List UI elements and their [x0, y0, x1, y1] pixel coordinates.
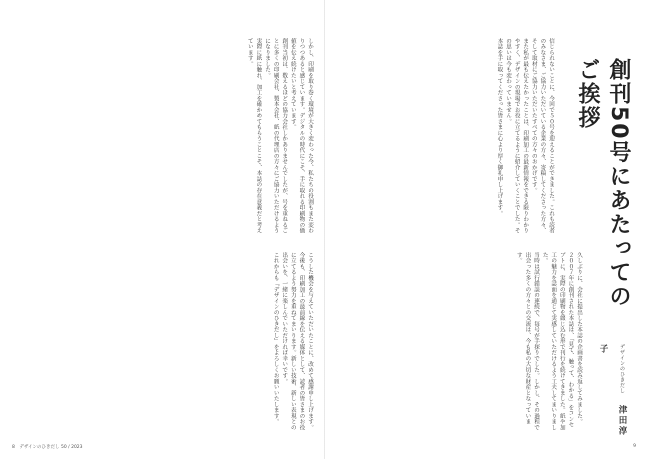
- author-role: デザインのひきだし: [619, 344, 625, 394]
- paragraph: しかし、印刷を取り巻く環境が大きく変わった今、私たちの役割もまた変わりつつあると感じています。デジタルの時代にこそ、手に取れる印刷物の価値を伝え続けたいと考えています。: [289, 38, 313, 234]
- page-number-right: 9: [633, 444, 636, 449]
- paragraph: 信じられないことに、今回で５０号を迎えることができました。これも読者のみなさま、ご協力いただいている企業の方々、寄稿してくださった方々、そして取材にご協力いただいたすべての方々のおかげです。: [530, 38, 554, 234]
- paragraph: また私が最も伝えたかったことは、印刷加工の最新情報をできる限りわかりやすく、デザインの現場でお役に立てるように紹介していくことでした。その思いは今も変わっていません。: [505, 38, 529, 234]
- paragraph: 当時は試行錯誤の連続で、毎号が手探りでした。しかし、その過程で出会った多くの方々との交流は、今も私の大切な財産となっています。: [515, 252, 540, 431]
- left-page-bottom-column: [18, 252, 314, 432]
- right-page-top-column: [337, 38, 555, 234]
- byline: [594, 344, 632, 444]
- paragraph: こうした機会を与えていただいたことに、改めて感謝申し上げます。: [307, 252, 313, 431]
- left-page-top-column: [18, 38, 314, 234]
- paragraph: 今後も、印刷加工の最前線を伝える媒体として、読者の皆さまのお役に立てるよう努力を重ねてまいります。新しい技術、新しい表現との出会いを、一緒に楽しんでいただければ幸いです。: [281, 252, 305, 431]
- paragraph: 実際に紙に触れ、加工を確かめてもらうことこそ、本誌の存在意義だと考えています。: [246, 38, 262, 234]
- page-number-left: 8 デザインのひきだし 50 / 2023: [12, 445, 83, 450]
- author-name: 津田淳子: [598, 344, 627, 437]
- article-title: 創刊50号にあたってのご挨拶: [575, 58, 631, 309]
- paragraph: 本誌を手に取ってくださった皆さまに心より厚く御礼申し上げます。: [496, 38, 503, 217]
- paragraph: 久しぶりに、会社に提出した本誌の企画書を読み返してみました。: [576, 252, 582, 425]
- right-page-bottom-column: [337, 252, 583, 432]
- paragraph: ２００７年に創刊された本誌は、「見て、触って、わかる」をコンセプトに、実際の印刷物を綴じ込む形で刊行を続けてきました。紙や加工の魅力を誌面を通じて実感していただけるよう工夫してまいりました。: [541, 252, 574, 431]
- paragraph: これからも『デザインのひきだし』をよろしくお願いいたします。: [272, 252, 279, 425]
- paragraph: 創刊当初は、数えるほどの協力会社しかありませんでしたが、号を重ねるごとに多くの印刷会社、製本会社、紙の代理店の方々にご協力いただけるようになりました。: [264, 38, 288, 234]
